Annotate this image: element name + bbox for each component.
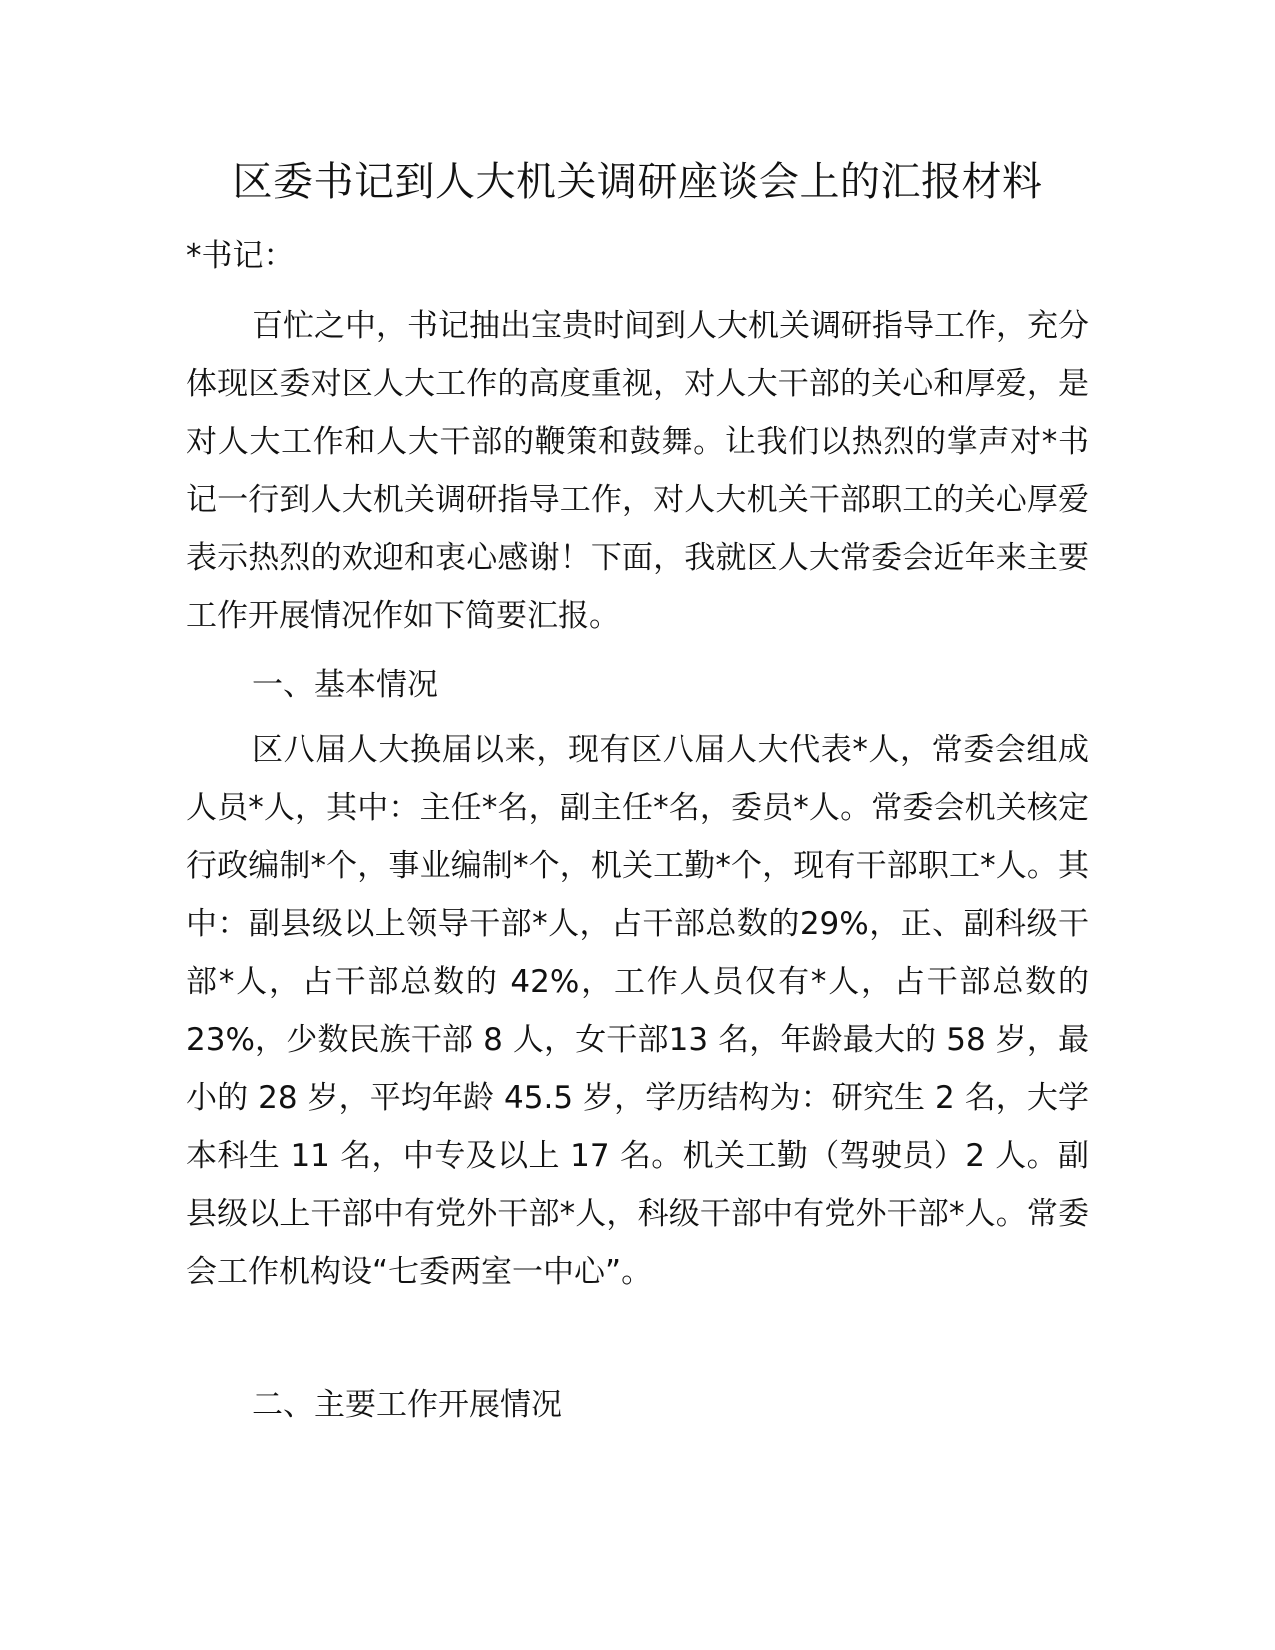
paragraph-intro: 百忙之中，书记抽出宝贵时间到人大机关调研指导工作，充分体现区委对区人大工作的高度重视，对人大干部的关心和厚爱，是对人大工作和人大干部的鞭策和鼓舞。让我们以热烈的掌声对*书记一行到人大机关调研指导工作，对人大机关干部职工的关心厚爱表示热烈的欢迎和衷心感谢！下面，我就区人大常委会近年来主要工作开展情况作如下简要汇报。 <box>186 308 1089 634</box>
salutation: *书记： <box>186 238 295 274</box>
section-heading-basic-situation: 一、基本情况 <box>252 667 438 703</box>
document-title: 区委书记到人大机关调研座谈会上的汇报材料 <box>232 159 1043 205</box>
paragraph-basic-situation: 区八届人大换届以来，现有区八届人大代表*人，常委会组成人员*人，其中：主任*名，副主任*名，委员*人。常委会机关核定行政编制*个，事业编制*个，机关工勤*个，现有干部职工*人。其中：副县级以上领导干部*人，占干部总数的29%，正、副科级干部*人，占干部总数的 42%，工作人员仅有*人，占干部总数的 23%，少数民族干部 8 人，女干部13 名，年龄最大的 58 岁，最小的 28 岁，平均年龄 45.5 岁，学历结构为：研究生 2 名，大学本科生 11 名，中专及以上 17 名。机关工勤（驾驶员）2 人。副县级以上干部中有党外干部*人，科级干部中有党外干部*人。常委会工作机构设“七委两室一中心”。 <box>186 732 1089 1290</box>
section-heading-main-work: 二、主要工作开展情况 <box>252 1387 562 1423</box>
